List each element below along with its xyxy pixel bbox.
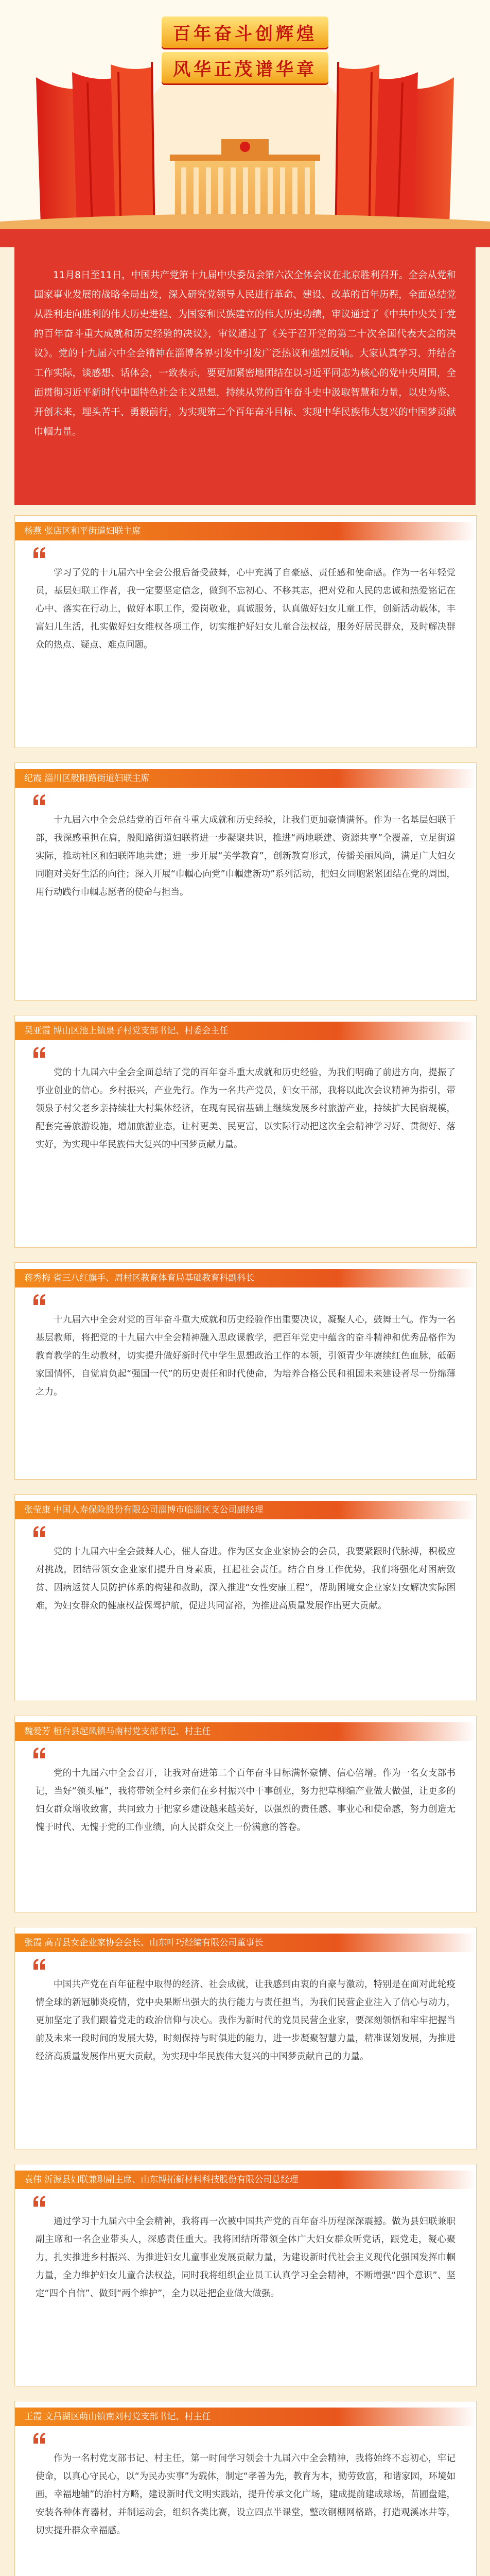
interview-card: [14, 762, 477, 1001]
quote-icon: [32, 2432, 46, 2445]
quote-icon: [32, 1747, 46, 1759]
interview-card: [14, 1015, 477, 1248]
card-body: 作为一名村党支部书记、村主任，第一时间学习领会十九届六中全会精神，我将始终不忘初心，牢记使命，以真心守民心，以“为民办实事”为载体，制定“孝善为先，教育为本，勤劳致富，和谐家园，环境如画，幸福地辅”的治村方略，建设新时代文明实践站，提升传承文化广场，建成提前建成球场，苗圃盘建，安装各种体育器材，并制运动会，组织各类比赛，设立四点半课堂，整改钢棚网格路，打造观溪冰井等，切实提升群众幸福感。: [36, 2453, 456, 2536]
interview-card: [14, 515, 477, 748]
interview-card: [14, 2401, 477, 2576]
quote-icon: [32, 1046, 46, 1059]
interview-card: [14, 1927, 477, 2149]
quote-icon: [32, 1958, 46, 1971]
card-body: 党的十九届六中全会全面总结了党的百年奋斗重大成就和历史经验，为我们明确了前进方向，提振了事业创业的信心。乡村振兴，产业先行。作为一名共产党员，妇女干部，我将以此次会议精神为指引，带领泉子村父老乡亲持续壮大村集体经济，在现有民宿基础上继续发展乡村旅游产业，持续扩大民宿规模，配套完善旅游设施，增加旅游业态，让村更美、民更富，以实际行动把这次全会精神学习好、贯彻好、落实好，为实现中华民族伟大复兴的中国梦贡献力量。: [36, 1067, 456, 1150]
card-heading: 魏爱芳 桓台县起凤镇马南村党支部书记、村主任: [15, 1722, 476, 1741]
card-heading: 张莹康 中国人寿保险股份有限公司淄博市临淄区支公司副经理: [15, 1501, 476, 1519]
banner-title-line2: 风华正茂谱华章: [162, 52, 328, 83]
card-heading: 纪霞 淄川区般阳路街道妇联主席: [15, 769, 476, 788]
card-heading: 杨燕 张店区和平街道妇联主席: [15, 522, 476, 540]
card-body: 十九届六中全会总结党的百年奋斗重大成就和历史经验，让我们更加豪情满怀。作为一名基层妇联干部，我深感重担在肩，般阳路街道妇联将进一步凝聚共识，推进“两地联建、资源共享”全覆盖，立足街道实际，推动社区和妇联阵地共建；进一步开展“美学教育”，创新教育形式，传播美丽风尚，满足广大妇女同胞对美好生活的向往；深入开展“巾帼心向党”巾帼建新功”系列活动，把妇女同胞紧紧团结在党的周围，用行动践行巾帼志愿者的使命与担当。: [36, 815, 456, 897]
quote-icon: [32, 794, 46, 806]
ground-band: [0, 227, 490, 247]
interview-card: [14, 2164, 477, 2386]
intro-panel: [14, 247, 476, 505]
quote-icon: [32, 1526, 46, 1538]
interview-card: [14, 1494, 477, 1701]
left-flags: [36, 62, 154, 242]
interview-card: [14, 1262, 477, 1480]
card-body: 党的十九届六中全会鼓舞人心，催人奋进。作为区女企业家协会的会员，我要紧跟时代脉搏，积极应对挑战，团结带领女企业家们提升自身素质，扛起社会责任。结合自身工作优势，我们将强化对困病致贫、因病返贫人员防护体系的构建和救助，深入推进“女性安康工程”，帮助困境女企业家妇女解决实际困难，为妇女群众的健康权益保驾护航，促进共同富裕，为推进高质量发展作出更大贡献。: [36, 1547, 456, 1611]
card-heading: 袁伟 沂源县妇联兼职副主席、山东博拓新材料科技股份有限公司总经理: [15, 2171, 476, 2189]
card-heading: 张霞 高青县女企业家协会会长、山东叶巧经编有限公司董事长: [15, 1934, 476, 1952]
banner-title-line1: 百年奋斗创辉煌: [162, 16, 328, 48]
quote-icon: [32, 547, 46, 559]
right-flags: [336, 62, 454, 242]
quote-icon: [32, 2195, 46, 2208]
intro-paragraph: 11月8日至11日，中国共产党第十九届中央委员会第六次全体会议在北京胜利召开。全会从党和国家事业发展的战略全局出发，深入研究党领导人民进行革命、建设、改革的百年历程，全面总结党从胜利走向胜利的伟大历史进程、为国家和民族建立的伟大历史功绩，审议通过了《中共中央关于党的百年奋斗重大成就和历史经验的决议》，审议通过了《关于召开党的第二十次全国代表大会的决议》。党的十九届六中全会精神在淄博各界引发中引发广泛热议和强烈反响。大家认真学习、并结合工作实际，谈感想、话体会，一致表示，要更加紧密地团结在以习近平同志为核心的党中央周围，全面贯彻习近平新时代中国特色社会主义思想，持续从党的百年奋斗史中汲取智慧和力量，以史为鉴、开创未来，埋头苦干、勇毅前行，为实现第二个百年奋斗目标、实现中华民族伟大复兴的中国梦贡献巾帼力量。: [34, 270, 456, 437]
interview-card: [14, 1716, 477, 1912]
card-heading: 王霞 文昌湖区萌山镇南刘村党支部书记、村主任: [15, 2408, 476, 2426]
card-body: 通过学习十九届六中全会精神，我将再一次被中国共产党的百年奋斗历程深深震撼。做为县妇联兼职副主席和一名企业带头人，深感责任重大。我将团结所带领全体广大妇女群众听党话，跟党走，凝心聚力，扎实推进乡村振兴、为推进妇女儿童事业发展贡献力量，为建设新时代社会主义现代化强国发挥巾帼力量，全力维护妇女儿童合法权益，同时我将组织企业员工认真学习全会精神，不断增强“四个意识”、坚定“四个自信”、做到“两个维护”，全力以赴把企业做大做强。: [36, 2216, 456, 2299]
card-heading: 蒋秀梅 省三八红旗手、周村区教育体育局基础教育科副科长: [15, 1269, 476, 1287]
banner-title: [0, 14, 490, 86]
card-heading: 吴亚霞 博山区池上镇泉子村党支部书记、村委会主任: [15, 1022, 476, 1040]
card-body: 十九届六中全会对党的百年奋斗重大成就和历史经验作出重要决议，凝聚人心，鼓舞士气。作为一名基层教师，将把党的十九届六中全会精神融入思政课教学，把百年党史中蕴含的奋斗精神和优秀品格作为教育教学的生动教材，切实提升做好新时代中学生思想政治工作的本领，引领青少年赓续红色血脉，砥砺家国情怀，自觉肩负起“强国一代”的历史责任和时代使命，为培养合格公民和祖国未来建设者尽一份绵薄之力。: [36, 1315, 456, 1397]
card-body: 党的十九届六中全会召开，让我对奋进第二个百年奋斗目标满怀豪情、信心倍增。作为一名女支部书记，当好“领头雁”，我将带领全村乡亲们在乡村振兴中干事创业，努力把草柳编产业做大做强，让更多的妇女群众增收致富，共同致力于把家乡建设越来越美好，以强烈的责任感、事业心和使命感，努力创造无愧于时代、无愧于党的工作业绩，向人民群众交上一份满意的答卷。: [36, 1768, 456, 1833]
card-body: 学习了党的十九届六中全会公报后备受鼓舞，心中充满了自豪感、责任感和使命感。作为一名年轻党员，基层妇联工作者，我一定要坚定信念，做到不忘初心、不移其志，把对党和人民的忠诚和热爱铭记在心中、落实在行动上，做好本职工作，爱岗敬业，真诚服务，认真做好妇女儿童工作，创新活动载体，丰富妇儿生活，扎实做好妇女维权各项工作，切实维护好妇女儿童合法权益，服务好居民群众，及时解决群众的热点、疑点、难点问题。: [36, 568, 456, 650]
card-body: 中国共产党在百年征程中取得的经济、社会成就，让我感到由衷的自豪与激动，特别是在面对此轮疫情全球的新冠肺炎疫情，党中央果断出强大的执行能力与责任担当，为我们民营企业注入了信心与动力，更加坚定了我们跟着党走的政治信仰与决心。我作为新时代的党员民营企业家，要深刻领悟和牢牢把握当前及未来一段时间的发展大势，时刻保持与时俱进的能力，进一步凝聚智慧力量，精准谋划发展，为推进经济高质量发展作出更大贡献，为实现中华民族伟大复兴的中国梦贡献自己的力量。: [36, 1979, 456, 2062]
quote-icon: [32, 1294, 46, 1306]
header-banner: [0, 0, 490, 247]
